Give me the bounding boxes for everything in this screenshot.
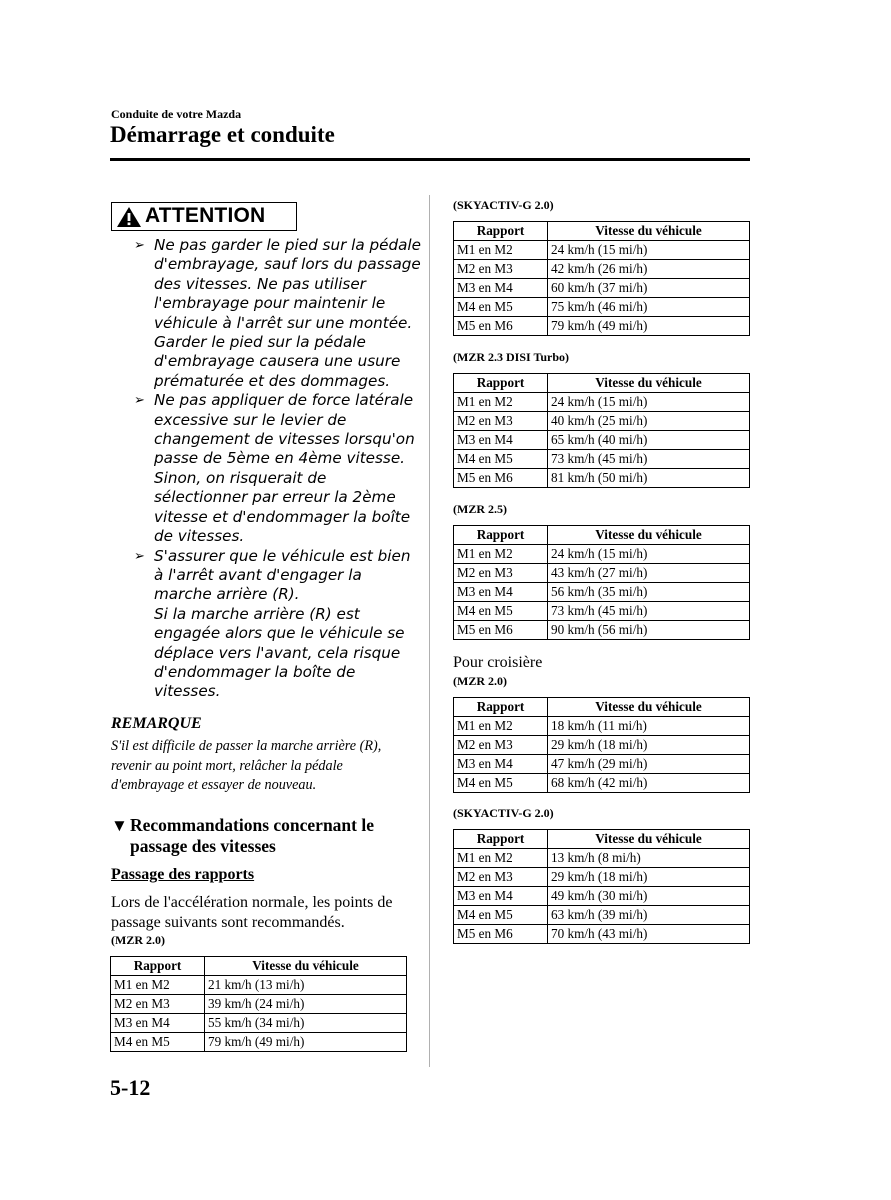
title-rule bbox=[110, 158, 750, 161]
section-title-line1: Recommandations concernant le bbox=[130, 815, 375, 835]
gear-table bbox=[453, 373, 750, 488]
gear-table bbox=[453, 525, 750, 640]
col-header-rapport: Rapport bbox=[454, 222, 548, 241]
table-label: (SKYACTIV-G 2.0) bbox=[453, 198, 554, 212]
table-row: M5 en M6 90 km/h (56 mi/h) bbox=[454, 621, 750, 640]
gear-table bbox=[453, 829, 750, 944]
body-paragraph: Lors de l'accélération normale, les points de passage suivants sont recommandés. bbox=[111, 894, 393, 931]
table-label: (MZR 2.0) bbox=[453, 674, 507, 688]
attention-item: ➢ Ne pas appliquer de force latérale excessive sur le levier de changement de vitesses lorsqu'on passe de 5ème en 4ème vitesse. Sinon, on risquerait de sélectionner par erreur la 2ème vitesse et d'endommager la boîte de vitesses. bbox=[134, 391, 415, 546]
arrow-bullet-icon: ➢ bbox=[134, 238, 145, 253]
table-row: M4 en M5 75 km/h (46 mi/h) bbox=[454, 298, 750, 317]
col-header-rapport: Rapport bbox=[454, 374, 548, 393]
chapter-label: Conduite de votre Mazda bbox=[111, 107, 242, 121]
attention-box bbox=[111, 202, 297, 231]
table-row: M1 en M2 18 km/h (11 mi/h) bbox=[454, 717, 750, 736]
table-row: M3 en M4 47 km/h (29 mi/h) bbox=[454, 755, 750, 774]
section-title-line2: passage des vitesses bbox=[130, 836, 276, 856]
table-row: M2 en M3 29 km/h (18 mi/h) bbox=[454, 868, 750, 887]
table-row: M4 en M5 73 km/h (45 mi/h) bbox=[454, 450, 750, 469]
table-row: M4 en M5 73 km/h (45 mi/h) bbox=[454, 602, 750, 621]
column-divider bbox=[429, 195, 430, 1067]
gear-table bbox=[453, 221, 750, 336]
table-row: M3 en M4 65 km/h (40 mi/h) bbox=[454, 431, 750, 450]
page-number: 5-12 bbox=[110, 1075, 151, 1100]
table-row: M5 en M6 79 km/h (49 mi/h) bbox=[454, 317, 750, 336]
table-row: M1 en M2 24 km/h (15 mi/h) bbox=[454, 393, 750, 412]
table-row: M1 en M2 24 km/h (15 mi/h) bbox=[454, 241, 750, 260]
table-row: M1 en M2 21 km/h (13 mi/h) bbox=[111, 976, 407, 995]
col-header-vitesse: Vitesse du véhicule bbox=[548, 830, 750, 849]
table-row: M2 en M3 40 km/h (25 mi/h) bbox=[454, 412, 750, 431]
col-header-vitesse: Vitesse du véhicule bbox=[548, 526, 750, 545]
gear-table bbox=[110, 956, 407, 1052]
table-row: M3 en M4 60 km/h (37 mi/h) bbox=[454, 279, 750, 298]
col-header-rapport: Rapport bbox=[454, 698, 548, 717]
subheading: Passage des rapports bbox=[111, 866, 255, 883]
down-triangle-icon: ▼ bbox=[111, 816, 128, 835]
table-row: M3 en M4 55 km/h (34 mi/h) bbox=[111, 1014, 407, 1033]
col-header-rapport: Rapport bbox=[454, 830, 548, 849]
table-row: M4 en M5 68 km/h (42 mi/h) bbox=[454, 774, 750, 793]
warning-triangle-icon bbox=[116, 206, 142, 233]
col-header-vitesse: Vitesse du véhicule bbox=[548, 222, 750, 241]
table-row: M1 en M2 13 km/h (8 mi/h) bbox=[454, 849, 750, 868]
attention-list bbox=[134, 236, 424, 702]
table-label: (MZR 2.5) bbox=[453, 502, 507, 516]
remarque-title: REMARQUE bbox=[111, 715, 202, 732]
table-row: M5 en M6 70 km/h (43 mi/h) bbox=[454, 925, 750, 944]
col-header-vitesse: Vitesse du véhicule bbox=[205, 957, 407, 976]
table-label: (MZR 2.0) bbox=[111, 933, 165, 947]
table-row: M3 en M4 49 km/h (30 mi/h) bbox=[454, 887, 750, 906]
table-row: M4 en M5 79 km/h (49 mi/h) bbox=[111, 1033, 407, 1052]
table-row: M2 en M3 39 km/h (24 mi/h) bbox=[111, 995, 407, 1014]
col-header-rapport: Rapport bbox=[454, 526, 548, 545]
table-row: M3 en M4 56 km/h (35 mi/h) bbox=[454, 583, 750, 602]
section-heading bbox=[111, 815, 411, 857]
col-header-vitesse: Vitesse du véhicule bbox=[548, 374, 750, 393]
arrow-bullet-icon: ➢ bbox=[134, 548, 145, 564]
page-title: Démarrage et conduite bbox=[110, 122, 335, 147]
table-row: M1 en M2 24 km/h (15 mi/h) bbox=[454, 545, 750, 564]
table-row: M4 en M5 63 km/h (39 mi/h) bbox=[454, 906, 750, 925]
arrow-bullet-icon: ➢ bbox=[134, 393, 145, 409]
col-header-vitesse: Vitesse du véhicule bbox=[548, 698, 750, 717]
attention-label: ATTENTION bbox=[145, 204, 266, 227]
table-row: M5 en M6 81 km/h (50 mi/h) bbox=[454, 469, 750, 488]
table-label: (SKYACTIV-G 2.0) bbox=[453, 806, 554, 820]
attention-item: ➢ S'assurer que le véhicule est bien à l'arrêt avant d'engager la marche arrière (R). Si la marche arrière (R) est engagée alors que le véhicule se déplace vers l'avant, cela risque d'endommager la boîte de vitesses. bbox=[134, 546, 411, 701]
col-header-rapport: Rapport bbox=[111, 957, 205, 976]
table-row: M2 en M3 42 km/h (26 mi/h) bbox=[454, 260, 750, 279]
table-row: M2 en M3 29 km/h (18 mi/h) bbox=[454, 736, 750, 755]
attention-item: ➢ Ne pas garder le pied sur la pédale d'embrayage, sauf lors du passage des vitesses. Ne pas utiliser l'embrayage pour maintenir le véhicule à l'arrêt sur une montée. Garder le pied sur la pédale d'embrayage causera une usure prématurée et des dommages. bbox=[134, 236, 421, 390]
gear-table bbox=[453, 697, 750, 793]
table-row: M2 en M3 43 km/h (27 mi/h) bbox=[454, 564, 750, 583]
cruise-label: Pour croisière bbox=[453, 654, 543, 671]
table-label: (MZR 2.3 DISI Turbo) bbox=[453, 350, 570, 364]
remarque-text: S'il est difficile de passer la marche arrière (R), revenir au point mort, relâcher la pédale d'embrayage et essayer de nouveau. bbox=[111, 738, 382, 794]
